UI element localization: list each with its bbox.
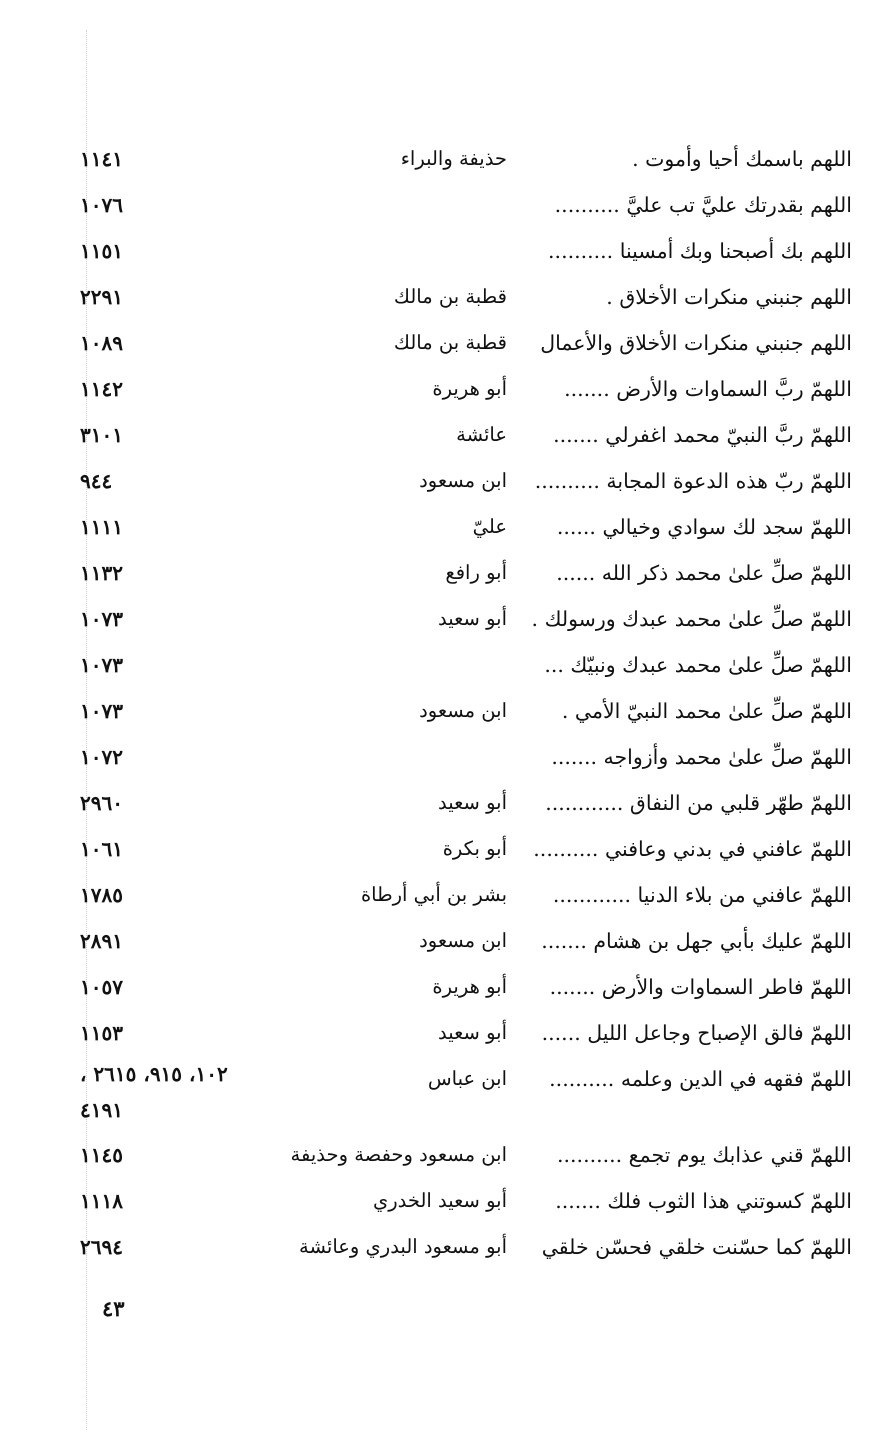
hadith-text: اللهمّ ربَّ النبيّ محمد اغفرلي .......	[553, 423, 852, 447]
reference-numbers: ١٠٧٢	[80, 745, 123, 769]
hadith-text: اللهمّ فالق الإصباح وجاعل الليل ......	[541, 1021, 852, 1045]
hadith-text: اللهمّ قني عذابك يوم تجمع ..........	[557, 1143, 852, 1167]
narrator: أبو مسعود البدري وعائشة	[299, 1235, 507, 1258]
index-row	[80, 826, 852, 872]
reference-numbers: ١٠٨٩	[80, 331, 123, 355]
index-row	[80, 1056, 852, 1132]
hadith-text: اللهم باسمك أحيا وأموت .	[632, 147, 852, 171]
index-row	[80, 320, 852, 366]
reference-numbers: ١١٤١	[80, 147, 123, 171]
narrator	[252, 228, 507, 274]
reference-numbers: ٢٩٦٠	[80, 791, 123, 815]
narrator: أبو سعيد الخدري	[372, 1189, 507, 1212]
reference-numbers: ١١٥١	[80, 239, 123, 263]
index-row	[80, 1178, 852, 1224]
narrator: قطبة بن مالك	[393, 331, 507, 354]
narrator: بشر بن أبي أرطاة	[360, 883, 507, 906]
index-row	[80, 1010, 852, 1056]
narrator: ابن عباس	[427, 1067, 507, 1090]
narrator: أبو رافع	[445, 561, 507, 584]
narrator: ابن مسعود	[419, 469, 507, 492]
reference-numbers: ٣١٠١	[80, 423, 123, 447]
reference-numbers: ١٠٧٣	[80, 653, 123, 677]
reference-numbers: ١٠٥٧	[80, 975, 123, 999]
hadith-text: اللهمّ فاطر السماوات والأرض .......	[549, 975, 852, 999]
narrator: أبو بكرة	[442, 837, 507, 860]
reference-numbers: ١٠٧٣	[80, 699, 123, 723]
reference-numbers: ١١١١	[80, 515, 123, 539]
hadith-text: اللهمّ ربَّ السماوات والأرض .......	[564, 377, 852, 401]
index-row	[80, 918, 852, 964]
narrator	[252, 182, 507, 228]
hadith-text: اللهم بك أصبحنا وبك أمسينا ..........	[548, 239, 852, 263]
index-row	[80, 458, 852, 504]
index-row	[80, 274, 852, 320]
reference-numbers: ١٠٦١	[80, 837, 123, 861]
narrator: قطبة بن مالك	[393, 285, 507, 308]
reference-numbers: ١٠٧٦	[80, 193, 123, 217]
reference-numbers: ١١٤٢	[80, 377, 123, 401]
index-row	[80, 872, 852, 918]
hadith-text: اللهمّ كسوتني هذا الثوب فلك .......	[555, 1189, 852, 1213]
reference-numbers: ٢٢٩١	[80, 285, 123, 309]
reference-numbers: ١١٤٥	[80, 1143, 123, 1167]
index-row	[80, 412, 852, 458]
index-row	[80, 964, 852, 1010]
narrator: ابن مسعود	[419, 699, 507, 722]
hadith-text: اللهمّ طهّر قلبي من النفاق ............	[545, 791, 852, 815]
reference-numbers: ١١٥٣	[80, 1021, 123, 1045]
index-row	[80, 504, 852, 550]
index-row	[80, 688, 852, 734]
hadith-text: اللهمّ عافني في بدني وعافني ..........	[533, 837, 852, 861]
reference-numbers: ١١١٨	[80, 1189, 123, 1213]
page-number: ٤٣	[102, 1296, 125, 1321]
index-row	[80, 1132, 852, 1178]
hadith-text: اللهمّ صلِّ علىٰ محمد النبيّ الأمي .	[561, 699, 852, 723]
index-row	[80, 228, 852, 274]
index-row	[80, 1224, 852, 1270]
hadith-text: اللهمّ كما حسّنت خلقي فحسّن خلقي	[541, 1235, 852, 1259]
reference-numbers: ١٧٨٥	[80, 883, 123, 907]
hadith-text: اللهمّ عليك بأبي جهل بن هشام .......	[541, 929, 852, 953]
reference-numbers: ١١٣٢	[80, 561, 123, 585]
narrator: أبو هريرة	[432, 377, 507, 400]
reference-numbers: ٢٨٩١	[80, 929, 123, 953]
index-row	[80, 596, 852, 642]
narrator: ابن مسعود	[419, 929, 507, 952]
index-row	[80, 182, 852, 228]
hadith-text: اللهم بقدرتك عليَّ تب عليَّ ..........	[554, 193, 852, 217]
index-row	[80, 734, 852, 780]
hadith-text: اللهمّ صلِّ علىٰ محمد عبدك ورسولك .	[531, 607, 852, 631]
narrator: عليّ	[472, 515, 507, 538]
index-row	[80, 780, 852, 826]
narrator: حذيفة والبراء	[400, 147, 507, 170]
index-row	[80, 642, 852, 688]
reference-numbers: ٢٦٩٤	[80, 1235, 123, 1259]
narrator	[252, 734, 507, 780]
reference-numbers: ٩٤٤	[80, 469, 113, 493]
narrator: أبو هريرة	[432, 975, 507, 998]
narrator: أبو سعيد	[438, 791, 507, 814]
narrator: أبو سعيد	[438, 1021, 507, 1044]
hadith-text: اللهمّ صلِّ علىٰ محمد عبدك ونبيّك ...	[544, 653, 852, 677]
hadith-text: اللهمّ صلِّ علىٰ محمد ذكر الله ......	[556, 561, 852, 585]
hadith-text: اللهمّ ربّ هذه الدعوة المجابة ..........	[534, 469, 852, 493]
hadith-text: اللهمّ عافني من بلاء الدنيا ............	[552, 883, 852, 907]
hadith-text: اللهم جنبني منكرات الأخلاق .	[606, 285, 852, 309]
hadith-text: اللهمّ سجد لك سوادي وخيالي ......	[556, 515, 852, 539]
narrator	[252, 642, 507, 688]
hadith-text: اللهمّ صلِّ علىٰ محمد وأزواجه .......	[551, 745, 852, 769]
reference-numbers: ١٠٧٣	[80, 607, 123, 631]
index-row	[80, 136, 852, 182]
narrator: ابن مسعود وحفصة وحذيفة	[290, 1143, 507, 1166]
reference-numbers: ١٠٢، ٩١٥، ٢٦١٥ ، ٤١٩١	[80, 1062, 228, 1122]
hadith-text: اللهم جنبني منكرات الأخلاق والأعمال	[540, 331, 852, 355]
index-row	[80, 366, 852, 412]
narrator: عائشة	[456, 423, 507, 446]
hadith-text: اللهمّ فقهه في الدين وعلمه ..........	[549, 1067, 852, 1091]
index-row	[80, 550, 852, 596]
hadith-index-table	[80, 136, 852, 1270]
narrator: أبو سعيد	[438, 607, 507, 630]
